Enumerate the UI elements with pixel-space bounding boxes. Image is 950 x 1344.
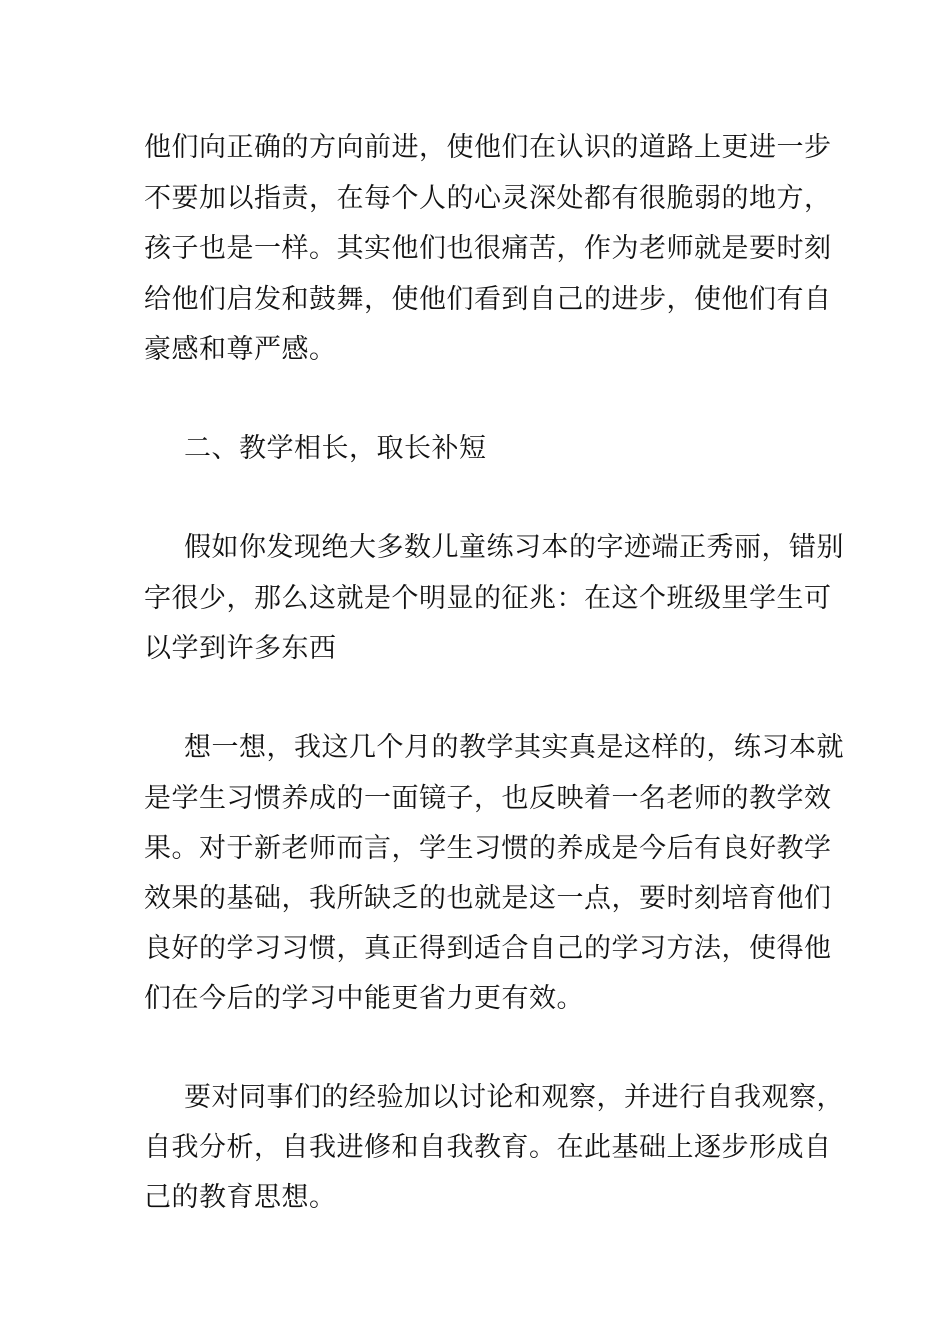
paragraph-1-line-5: 豪感和尊严感。: [144, 334, 337, 365]
section-heading: 二、教学相长，取长补短: [184, 433, 487, 464]
paragraph-1-line-2: 不要加以指责，在每个人的心灵深处都有很脆弱的地方，: [144, 183, 832, 214]
paragraph-4-line-1: 想一想，我这几个月的教学其实真是这样的，练习本就: [184, 732, 844, 763]
paragraph-4-line-4: 效果的基础，我所缺乏的也就是这一点，要时刻培育他们: [144, 883, 832, 914]
paragraph-5-line-3: 己的教育思想。: [144, 1182, 337, 1213]
paragraph-4-line-5: 良好的学习习惯，真正得到适合自己的学习方法，使得他: [144, 933, 832, 964]
paragraph-4-line-6: 们在今后的学习中能更省力更有效。: [144, 983, 584, 1014]
paragraph-5-line-1: 要对同事们的经验加以讨论和观察，并进行自我观察，: [184, 1082, 844, 1113]
paragraph-3-line-3: 以学到许多东西: [144, 633, 337, 664]
paragraph-5-line-2: 自我分析，自我进修和自我教育。在此基础上逐步形成自: [144, 1132, 832, 1163]
paragraph-4-line-3: 果。对于新老师而言，学生习惯的养成是今后有良好教学: [144, 833, 832, 864]
paragraph-1-line-4: 给他们启发和鼓舞，使他们看到自己的进步，使他们有自: [144, 284, 832, 315]
paragraph-4-line-2: 是学生习惯养成的一面镜子，也反映着一名老师的教学效: [144, 783, 832, 814]
paragraph-1-line-1: 他们向正确的方向前进，使他们在认识的道路上更进一步: [144, 132, 832, 163]
paragraph-1-line-3: 孩子也是一样。其实他们也很痛苦，作为老师就是要时刻: [144, 233, 832, 264]
paragraph-3-line-1: 假如你发现绝大多数儿童练习本的字迹端正秀丽，错别: [184, 532, 844, 563]
paragraph-3-line-2: 字很少，那么这就是个明显的征兆：在这个班级里学生可: [144, 583, 832, 614]
